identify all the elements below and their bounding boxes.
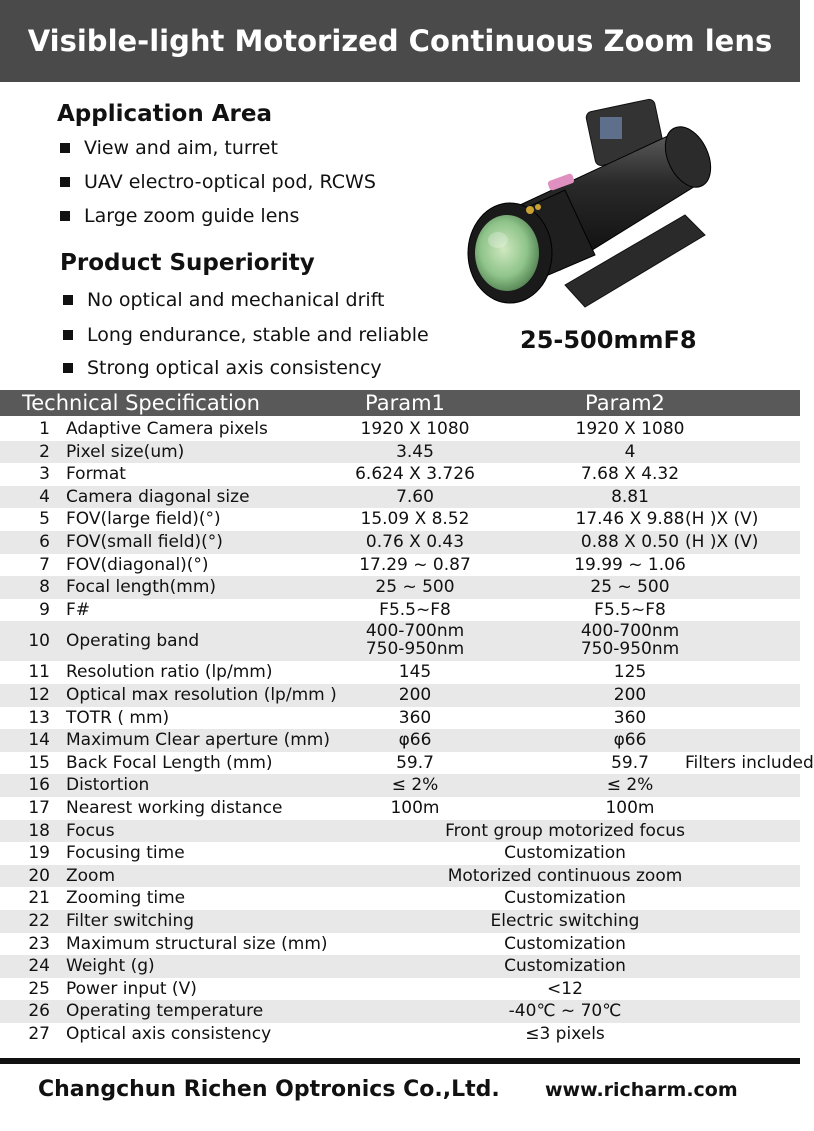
parameter-name: Back Focal Length (mm) bbox=[66, 752, 273, 773]
row-number: 11 bbox=[28, 662, 50, 683]
bullet-square-icon bbox=[60, 177, 70, 187]
table-row bbox=[0, 910, 800, 933]
param1-value: 17.29 ~ 0.87 bbox=[359, 554, 471, 575]
row-number: 26 bbox=[28, 1001, 50, 1022]
bullet-square-icon bbox=[60, 211, 70, 221]
page-title: Visible-light Motorized Continuous Zoom lens bbox=[27, 24, 773, 58]
parameter-value: Customization bbox=[504, 843, 626, 864]
param1-value: 6.624 X 3.726 bbox=[355, 464, 475, 485]
param2-value: ≤ 2% bbox=[606, 775, 654, 796]
param2-value: 0.88 X 0.50 bbox=[580, 532, 680, 552]
param1-value: 59.7 bbox=[396, 752, 434, 773]
parameter-name: Focal length(mm) bbox=[66, 577, 217, 598]
bullet-square-icon bbox=[63, 363, 73, 373]
param-note: (H )X (V) bbox=[685, 532, 759, 552]
param1-value: 7.60 bbox=[396, 486, 434, 507]
bullet-square-icon bbox=[63, 295, 73, 305]
table-row bbox=[0, 418, 800, 441]
parameter-name: Filter switching bbox=[66, 911, 195, 931]
row-number: 3 bbox=[39, 464, 50, 485]
bullet-square-icon bbox=[60, 143, 70, 153]
spec-header-param1: Param1 bbox=[365, 391, 445, 415]
param1-value: 3.45 bbox=[396, 441, 434, 462]
table-row bbox=[0, 1000, 800, 1023]
spec-header-param2: Param2 bbox=[585, 391, 665, 415]
parameter-name: Zooming time bbox=[66, 888, 186, 909]
row-number: 1 bbox=[39, 419, 50, 439]
param1-value: 400-700nm bbox=[365, 621, 465, 642]
table-row bbox=[0, 887, 800, 910]
param1-value: 145 bbox=[398, 662, 432, 683]
parameter-name: Distortion bbox=[66, 775, 150, 796]
param1-value: 25 ~ 500 bbox=[375, 577, 455, 598]
parameter-name: Nearest working distance bbox=[66, 798, 283, 818]
table-row bbox=[0, 684, 800, 707]
application-item: View and aim, turret bbox=[60, 137, 278, 159]
parameter-value: <12 bbox=[547, 978, 583, 999]
table-row bbox=[0, 661, 800, 684]
parameter-name: Format bbox=[66, 464, 126, 485]
parameter-name: Operating temperature bbox=[66, 1001, 264, 1022]
parameter-name: Pixel size(um) bbox=[66, 441, 185, 462]
param1-value: 15.09 X 8.52 bbox=[360, 509, 470, 530]
table-row bbox=[0, 1023, 800, 1046]
table-row bbox=[0, 729, 800, 752]
param1-value: ≤ 2% bbox=[391, 775, 439, 796]
parameter-name: Optical axis consistency bbox=[66, 1024, 272, 1044]
parameter-name: TOTR ( mm) bbox=[66, 707, 170, 728]
param1-value: 200 bbox=[398, 685, 432, 705]
model-label: 25-500mmF8 bbox=[520, 326, 697, 354]
parameter-name: Focus bbox=[66, 820, 115, 841]
row-number: 20 bbox=[28, 865, 50, 886]
parameter-value: Motorized continuous zoom bbox=[447, 865, 683, 886]
table-row bbox=[0, 865, 800, 888]
row-number: 19 bbox=[28, 843, 50, 864]
parameter-name: F# bbox=[66, 599, 91, 620]
row-number: 7 bbox=[39, 554, 50, 575]
param2-value: 59.7 bbox=[611, 752, 649, 773]
param2-value: 200 bbox=[613, 685, 647, 705]
parameter-name: Focusing time bbox=[66, 843, 185, 864]
param2-value: F5.5~F8 bbox=[594, 599, 666, 620]
parameter-value: Customization bbox=[504, 888, 626, 909]
table-row bbox=[0, 842, 800, 865]
table-row bbox=[0, 554, 800, 577]
spec-table-header bbox=[0, 390, 800, 416]
website-link[interactable]: www.richarm.com bbox=[545, 1079, 738, 1101]
param2-value: 750-950nm bbox=[580, 639, 680, 660]
parameter-name: Camera diagonal size bbox=[66, 486, 250, 507]
param2-value: 360 bbox=[613, 707, 647, 728]
parameter-name: FOV(large field)(°) bbox=[66, 509, 221, 530]
table-row bbox=[0, 621, 800, 661]
table-row bbox=[0, 978, 800, 1001]
row-number: 6 bbox=[39, 532, 50, 552]
table-row bbox=[0, 599, 800, 622]
row-number: 25 bbox=[28, 978, 50, 999]
parameter-value: Customization bbox=[504, 956, 626, 977]
param2-value: 125 bbox=[613, 662, 647, 683]
parameter-name: Zoom bbox=[66, 865, 116, 886]
parameter-value: Front group motorized focus bbox=[445, 820, 685, 841]
param2-value: 17.46 X 9.88 bbox=[575, 509, 685, 530]
row-number: 27 bbox=[28, 1024, 50, 1044]
parameter-name: Maximum structural size (mm) bbox=[66, 933, 328, 954]
param2-value: 19.99 ~ 1.06 bbox=[574, 554, 686, 575]
application-area-heading: Application Area bbox=[57, 101, 272, 127]
table-row bbox=[0, 531, 800, 554]
table-row bbox=[0, 774, 800, 797]
superiority-item: Long endurance, stable and reliable bbox=[63, 324, 429, 346]
bullet-square-icon bbox=[63, 330, 73, 340]
parameter-value: ≤3 pixels bbox=[525, 1024, 605, 1044]
param-note: Filters included bbox=[685, 752, 814, 773]
parameter-value: -40℃ ~ 70℃ bbox=[508, 1001, 622, 1022]
table-row bbox=[0, 576, 800, 599]
row-number: 23 bbox=[28, 933, 50, 954]
table-row bbox=[0, 441, 800, 464]
table-row bbox=[0, 752, 814, 775]
page-banner bbox=[0, 0, 800, 82]
company-name: Changchun Richen Optronics Co.,Ltd. bbox=[38, 1077, 500, 1102]
row-number: 13 bbox=[28, 707, 50, 728]
superiority-item: No optical and mechanical drift bbox=[63, 289, 385, 311]
row-number: 14 bbox=[28, 730, 50, 751]
row-number: 5 bbox=[39, 509, 50, 530]
row-number: 16 bbox=[28, 775, 50, 796]
table-row bbox=[0, 463, 800, 486]
row-number: 8 bbox=[39, 577, 50, 598]
parameter-name: Adaptive Camera pixels bbox=[66, 419, 268, 439]
application-item: UAV electro-optical pod, RCWS bbox=[60, 171, 376, 193]
parameter-name: Weight (g) bbox=[66, 956, 155, 977]
parameter-value: Customization bbox=[504, 933, 626, 954]
param1-value: 360 bbox=[398, 707, 432, 728]
zoom-lens-photo bbox=[460, 95, 750, 320]
row-number: 10 bbox=[28, 631, 50, 652]
superiority-item: Strong optical axis consistency bbox=[63, 357, 382, 379]
row-number: 2 bbox=[39, 441, 50, 462]
table-row bbox=[0, 933, 800, 956]
param1-value: 1920 X 1080 bbox=[360, 419, 470, 439]
table-row bbox=[0, 486, 800, 509]
param1-value: 750-950nm bbox=[365, 639, 465, 660]
param1-value: F5.5~F8 bbox=[379, 599, 451, 620]
parameter-name: Operating band bbox=[66, 631, 200, 652]
parameter-name: Resolution ratio (lp/mm) bbox=[66, 662, 273, 683]
row-number: 4 bbox=[39, 486, 50, 507]
table-row bbox=[0, 797, 800, 820]
footer-divider bbox=[0, 1058, 800, 1064]
row-number: 17 bbox=[28, 798, 50, 818]
param2-value: 1920 X 1080 bbox=[575, 419, 685, 439]
parameter-name: Optical max resolution (lp/mm ) bbox=[66, 685, 337, 705]
row-number: 12 bbox=[28, 685, 50, 705]
parameter-name: FOV(small field)(°) bbox=[66, 532, 223, 552]
param2-value: 25 ~ 500 bbox=[590, 577, 670, 598]
parameter-value: Electric switching bbox=[490, 911, 640, 931]
param-note: (H )X (V) bbox=[685, 509, 759, 530]
row-number: 24 bbox=[28, 956, 50, 977]
table-row bbox=[0, 955, 800, 978]
product-superiority-heading: Product Superiority bbox=[60, 250, 315, 276]
spec-header-title: Technical Specification bbox=[22, 391, 260, 415]
param2-value: 100m bbox=[605, 798, 655, 818]
row-number: 9 bbox=[39, 599, 50, 620]
param1-value: 100m bbox=[390, 798, 440, 818]
table-row bbox=[0, 707, 800, 730]
param2-value: 400-700nm bbox=[580, 621, 680, 642]
param1-value: φ66 bbox=[398, 730, 432, 751]
table-row bbox=[0, 820, 800, 843]
parameter-name: Power input (V) bbox=[66, 978, 197, 999]
param2-value: φ66 bbox=[613, 730, 647, 751]
row-number: 15 bbox=[28, 752, 50, 773]
param2-value: 7.68 X 4.32 bbox=[580, 464, 680, 485]
row-number: 22 bbox=[28, 911, 50, 931]
param2-value: 4 bbox=[624, 441, 636, 462]
param2-value: 8.81 bbox=[611, 486, 649, 507]
parameter-name: FOV(diagonal)(°) bbox=[66, 554, 209, 575]
table-row bbox=[0, 508, 800, 531]
application-item: Large zoom guide lens bbox=[60, 205, 299, 227]
row-number: 21 bbox=[28, 888, 50, 909]
parameter-name: Maximum Clear aperture (mm) bbox=[66, 730, 330, 751]
param1-value: 0.76 X 0.43 bbox=[365, 532, 465, 552]
row-number: 18 bbox=[28, 820, 50, 841]
